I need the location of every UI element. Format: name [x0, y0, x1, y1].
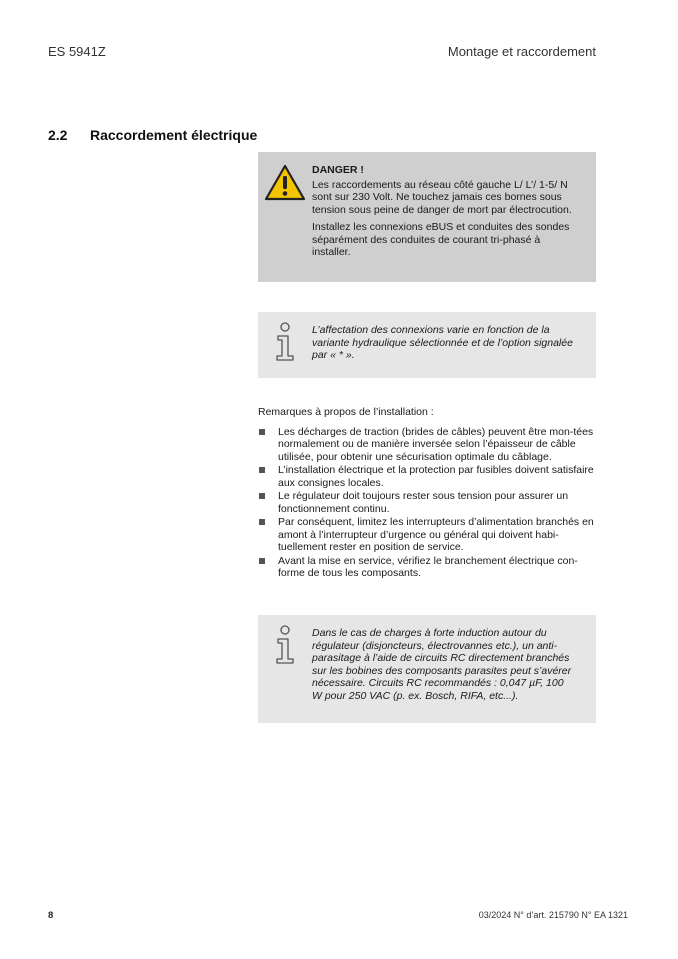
page-number: 8: [48, 910, 54, 921]
bullet-square-icon: [259, 558, 265, 564]
info-icon: [272, 322, 298, 362]
section-title: Raccordement électrique: [90, 127, 258, 143]
list-item: Avant la mise en service, vérifiez le branchement électrique con-forme de tous les composants.: [258, 555, 598, 580]
header-section-title: Montage et raccordement: [447, 44, 596, 59]
list-item: L’installation électrique et la protection par fusibles doivent satisfaire aux consignes locales.: [258, 464, 598, 489]
list-item: Les décharges de traction (brides de câbles) peuvent être mon-tées normalement ou de manière inversée selon l’épaisseur de câble utilisée, pour obtenir une sécurisation optimale du câblage.: [258, 426, 598, 464]
bullet-square-icon: [259, 429, 265, 435]
danger-paragraph-2: Installez les connexions eBUS et conduites des sondes séparément des conduites de courant tri-phasé à installer.: [312, 221, 570, 258]
info-text-connections: L’affectation des connexions varie en fonction de la variante hydraulique sélectionnée et de l’option signalée par « * ».: [312, 324, 573, 361]
info-box-interference: [258, 615, 596, 723]
list-item: Par conséquent, limitez les interrupteurs d’alimentation branchés en amont à l’interrupteur d’urgence ou général qui doivent habi-tuellement rester en position de service.: [258, 516, 598, 554]
bullet-square-icon: [259, 467, 265, 473]
danger-box: [258, 152, 596, 282]
footer-reference: 03/2024 N° d’art. 215790 N° EA 1321: [478, 910, 628, 920]
bullet-square-icon: [259, 493, 265, 499]
installation-remarks: [258, 406, 598, 581]
danger-title: DANGER !: [312, 164, 364, 176]
info-box-connections: [258, 312, 596, 378]
list-item: Le régulateur doit toujours rester sous tension pour assurer un fonctionnement continu.: [258, 490, 598, 515]
bullet-square-icon: [259, 519, 265, 525]
remarks-intro: Remarques à propos de l’installation :: [258, 406, 434, 418]
header-product: ES 5941Z: [48, 44, 106, 59]
info-icon: [272, 625, 298, 665]
info-text-interference: Dans le cas de charges à forte induction autour du régulateur (disjoncteurs, électrovannes etc.), un anti-parasitage à l’aide de circuits RC directement branchés sur les bobines des composants parasites peut s’avérer nécessaire. Circuits RC recommandés : 0,047 µF, 100 W pour 250 VAC (p. ex. Bosch, RIFA, etc...).: [312, 627, 572, 702]
warning-triangle-icon: [264, 164, 306, 202]
danger-paragraph-1: Les raccordements au réseau côté gauche L/ L’/ 1-5/ N sont sur 230 Volt. Ne touchez jamais ces bornes sous tension sous peine de danger de mort par électrocution.: [312, 178, 572, 216]
section-heading: [48, 127, 257, 143]
remarks-list: [258, 426, 598, 580]
section-number: 2.2: [48, 127, 68, 143]
